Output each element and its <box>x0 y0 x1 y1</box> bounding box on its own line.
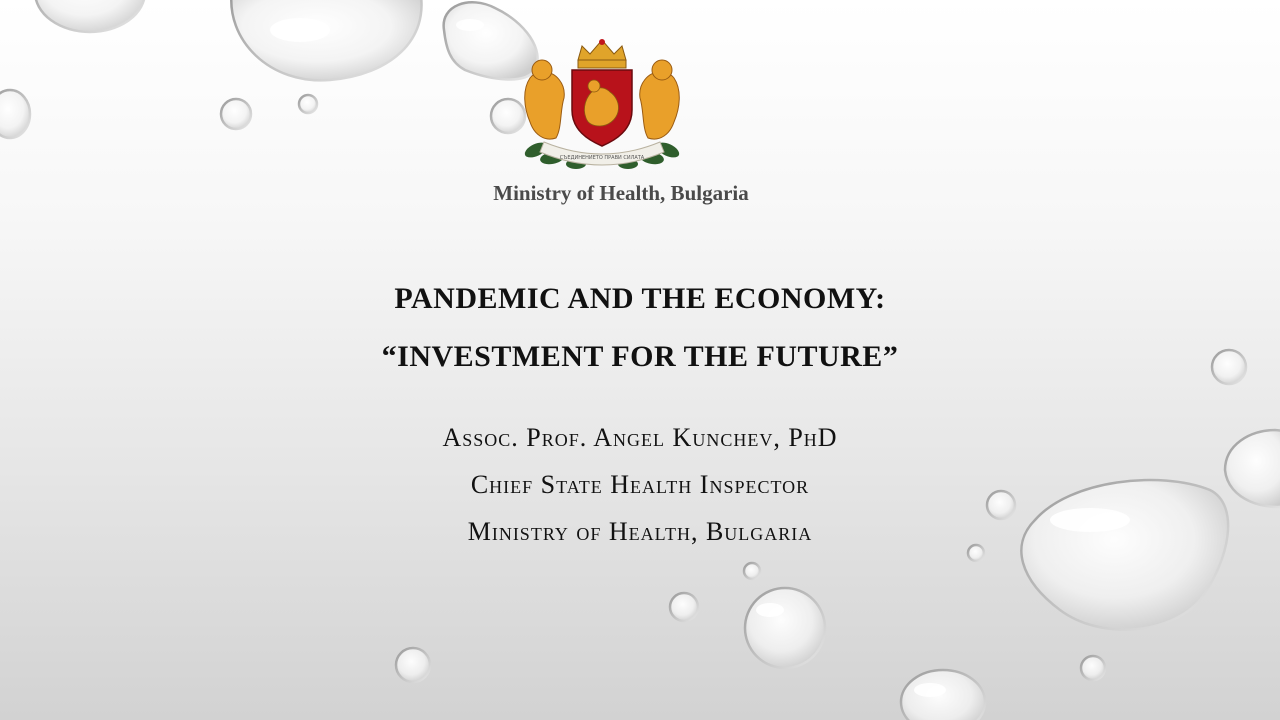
title-line-1: PANDEMIC AND THE ECONOMY: <box>394 282 886 315</box>
author-role: Chief State Health Inspector <box>470 470 810 499</box>
svg-text:СЪЕДИНЕНИЕТО ПРАВИ СИЛАТА: СЪЕДИНЕНИЕТО ПРАВИ СИЛАТА <box>559 155 645 161</box>
author-block <box>330 414 950 555</box>
title-line-2: “INVESTMENT FOR THE FUTURE” <box>381 340 899 373</box>
author-name: Assoc. Prof. Angel Kunchev, PhD <box>442 423 838 452</box>
bulgarian-coat-of-arms-icon <box>516 38 688 174</box>
slide-title <box>290 270 990 386</box>
organization-name: Ministry of Health, Bulgaria <box>493 181 749 205</box>
author-organization: Ministry of Health, Bulgaria <box>467 517 813 546</box>
